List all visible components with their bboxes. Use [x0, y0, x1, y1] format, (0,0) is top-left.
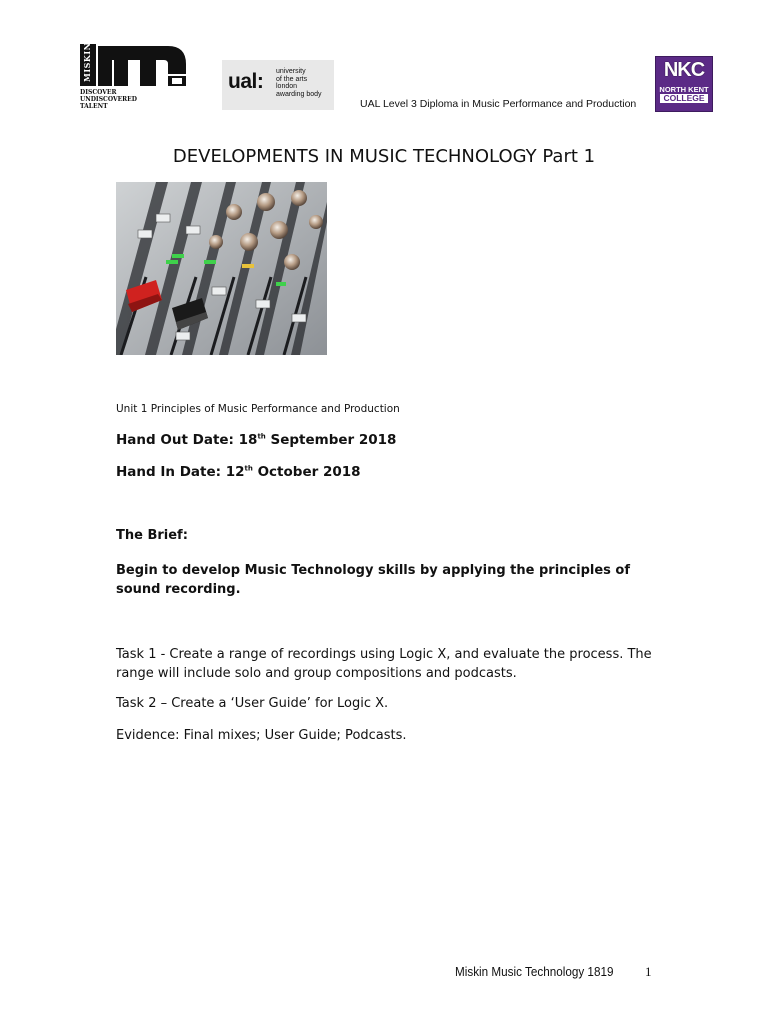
miskin-logo	[80, 44, 190, 112]
task-1: Task 1 - Create a range of recordings using Logic X, and evaluate the process. The range will include solo and group compositions and podcasts.	[116, 647, 652, 681]
nkc-big-text: NKC	[663, 59, 705, 81]
brief-heading: The Brief:	[116, 528, 188, 543]
miskin-side-bar	[80, 44, 96, 86]
mixing-desk-image	[116, 182, 327, 355]
unit-title: Unit 1 Principles of Music Performance and Production	[116, 403, 400, 415]
qualification-header: UAL Level 3 Diploma in Music Performance and Production	[360, 98, 637, 110]
ual-main-text: ual:	[228, 70, 264, 93]
ual-small-text: university of the arts london awarding body	[276, 68, 322, 98]
brief-text: Begin to develop Music Technology skills by applying the principles of sound recording.	[116, 563, 630, 597]
ual-logo	[222, 60, 334, 110]
miskin-tagline: DISCOVER UNDISCOVERED TALENT	[80, 89, 137, 110]
document-title: DEVELOPMENTS IN MUSIC TECHNOLOGY Part 1	[172, 146, 596, 167]
task-2: Task 2 – Create a ‘User Guide’ for Logic X.	[116, 696, 389, 711]
nkc-logo	[655, 56, 713, 112]
hand-out-date: Hand Out Date: 18th September 2018	[116, 432, 397, 448]
footer-text: Miskin Music Technology 1819	[455, 964, 614, 979]
miskin-m-mark	[98, 44, 186, 86]
nkc-small-text: NORTH KENT COLLEGE	[659, 85, 709, 103]
hand-in-date: Hand In Date: 12th October 2018	[116, 464, 361, 480]
evidence: Evidence: Final mixes; User Guide; Podcasts.	[116, 728, 407, 743]
page-number: 1	[645, 964, 652, 979]
miskin-vertical-text: MISKIN	[82, 42, 92, 82]
